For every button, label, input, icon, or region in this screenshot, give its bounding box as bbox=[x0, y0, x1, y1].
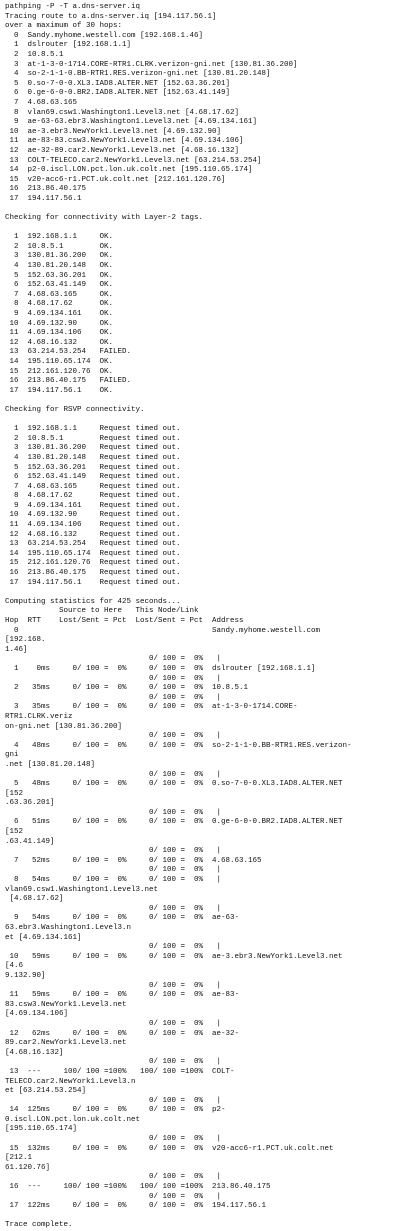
rsvp-line: 10 4.69.132.90 Request timed out. bbox=[5, 511, 181, 520]
layer2-line: 17 194.117.56.1 OK. bbox=[5, 386, 114, 395]
traceroute-line: 12 ae-32-89.car2.NewYork1.Level3.net [4.68.16.132] bbox=[5, 146, 240, 155]
statistics-line: et [4.69.134.161] bbox=[5, 933, 82, 942]
statistics-line: 0/ 100 = 0% | bbox=[5, 732, 222, 741]
traceroute-line: 5 0.so-7-0-0.XL3.IAD8.ALTER.NET [152.63.36.201] bbox=[5, 79, 231, 88]
traceroute-line: 7 4.68.63.165 bbox=[5, 98, 78, 107]
traceroute-line: 17 194.117.56.1 bbox=[5, 194, 82, 203]
rsvp-line: 6 152.63.41.149 Request timed out. bbox=[5, 473, 181, 482]
statistics-line: 0/ 100 = 0% | bbox=[5, 770, 222, 779]
layer2-line: 8 4.68.17.62 OK. bbox=[5, 300, 114, 309]
layer2-line: 14 195.110.65.174 OK. bbox=[5, 357, 114, 366]
statistics-line: 11 59ms 0/ 100 = 0% 0/ 100 = 0% ae-83- bbox=[5, 991, 240, 1000]
statistics-line: 61.120.76] bbox=[5, 1163, 51, 1172]
layer2-line: 15 212.161.120.76 OK. bbox=[5, 367, 114, 376]
statistics-line: 0.iscl.LON.pct.lon.uk.colt.net bbox=[5, 1115, 141, 1124]
statistics-line: 9 54ms 0/ 100 = 0% 0/ 100 = 0% ae-63- bbox=[5, 914, 240, 923]
statistics-line: Trace complete. bbox=[5, 1221, 73, 1230]
traceroute-line: 8 vlan69.csw1.Washington1.Level3.net [4.68.17.62] bbox=[5, 108, 240, 117]
statistics-line: [4.68.17.62] bbox=[5, 895, 64, 904]
statistics-line: Hop RTT Lost/Sent = Pct Lost/Sent = Pct Address bbox=[5, 617, 244, 625]
statistics-line: [4.6 bbox=[5, 962, 24, 971]
traceroute-line: 9 ae-63-63.ebr3.Washington1.Level3.net [4.69.134.161] bbox=[5, 118, 258, 127]
traceroute-line: 13 COLT-TELECO.car2.NewYork1.Level3.net [63.214.53.254] bbox=[5, 156, 262, 165]
traceroute-line: 10 ae-3.ebr3.NewYork1.Level3.net [4.69.132.90] bbox=[5, 127, 222, 136]
traceroute-line: 4 so-2-1-1-0.BB-RTR1.RES.verizon-gni.net [130.81.20.148] bbox=[5, 70, 271, 79]
layer2-line: 10 4.69.132.90 OK. bbox=[5, 319, 114, 328]
statistics-line: 9.132.90] bbox=[5, 971, 46, 980]
statistics-line: 0/ 100 = 0% | bbox=[5, 981, 222, 990]
rsvp-line: 5 152.63.36.201 Request timed out. bbox=[5, 463, 181, 472]
traceroute-line: pathping -P -T a.dns-server.iq bbox=[5, 3, 141, 11]
statistics-line: 89.car2.NewYork1.Level3.net bbox=[5, 1039, 127, 1048]
statistics-line bbox=[5, 1212, 397, 1222]
statistics-line: 0/ 100 = 0% | bbox=[5, 808, 222, 817]
statistics-line: 63.ebr3.Washington1.Level3.n bbox=[5, 924, 132, 932]
statistics-line: TELECO.car2.NewYork1.Level3.n bbox=[5, 1077, 136, 1086]
statistics-line: .63.41.149] bbox=[5, 837, 55, 846]
statistics-line: 2 35ms 0/ 100 = 0% 0/ 100 = 0% 10.8.5.1 bbox=[5, 684, 249, 693]
statistics-line: 0/ 100 = 0% | bbox=[5, 1096, 222, 1105]
statistics-line: [192.168. bbox=[5, 636, 46, 645]
statistics-line: 83.csw3.NewYork1.Level3.net bbox=[5, 1000, 127, 1009]
statistics-line: 13 --- 100/ 100 =100% 100/ 100 =100% COLT- bbox=[5, 1067, 235, 1076]
rsvp-section bbox=[5, 406, 397, 588]
rsvp-line: 13 63.214.53.254 Request timed out. bbox=[5, 540, 181, 549]
statistics-line: [212.1 bbox=[5, 1154, 33, 1163]
statistics-line: 10 59ms 0/ 100 = 0% 0/ 100 = 0% ae-3.ebr3.NewYork1.Level3.net bbox=[5, 952, 343, 961]
statistics-line: .63.36.201] bbox=[5, 799, 55, 808]
statistics-line: 8 54ms 0/ 100 = 0% 0/ 100 = 0% | bbox=[5, 876, 222, 885]
layer2-line: Checking for connectivity with Layer-2 tags. bbox=[5, 214, 204, 223]
statistics-line: [152 bbox=[5, 828, 24, 837]
rsvp-line: 9 4.69.134.161 Request timed out. bbox=[5, 501, 181, 510]
traceroute-line: 0 Sandy.myhome.westell.com [192.168.1.46] bbox=[5, 31, 204, 40]
layer2-line: 1 192.168.1.1 OK. bbox=[5, 233, 114, 242]
layer2-line: 13 63.214.53.254 FAILED. bbox=[5, 348, 132, 357]
statistics-line: [152 bbox=[5, 789, 24, 798]
statistics-line: gni bbox=[5, 751, 19, 760]
layer2-line: 12 4.68.16.132 OK. bbox=[5, 338, 114, 347]
statistics-line: 0/ 100 = 0% | bbox=[5, 847, 222, 856]
traceroute-line: over a maximum of 30 hops: bbox=[5, 22, 123, 31]
rsvp-line: 16 213.86.40.175 Request timed out. bbox=[5, 569, 181, 578]
statistics-line: et [63.214.53.254] bbox=[5, 1087, 87, 1096]
layer2-line: 7 4.68.63.165 OK. bbox=[5, 290, 114, 299]
traceroute-line: 15 v20-acc6-r1.PCT.uk.colt.net [212.161.120.76] bbox=[5, 175, 226, 184]
traceroute-section bbox=[5, 3, 397, 204]
layer2-line: 11 4.69.134.106 OK. bbox=[5, 329, 114, 338]
layer2-line: 3 130.81.36.200 OK. bbox=[5, 252, 114, 261]
rsvp-line: 17 194.117.56.1 Request timed out. bbox=[5, 578, 181, 587]
statistics-line: Source to Here This Node/Link bbox=[5, 607, 199, 616]
layer2-line: 2 10.8.5.1 OK. bbox=[5, 242, 114, 251]
statistics-line: 0/ 100 = 0% | bbox=[5, 1192, 222, 1201]
statistics-line: 4 48ms 0/ 100 = 0% 0/ 100 = 0% so-2-1-1-0.BB-RTR1.RES.verizon- bbox=[5, 741, 352, 750]
traceroute-line: 11 ae-83-83.csw3.NewYork1.Level3.net [4.69.134.106] bbox=[5, 137, 244, 146]
statistics-line: 0/ 100 = 0% | bbox=[5, 1019, 222, 1028]
statistics-line: 12 62ms 0/ 100 = 0% 0/ 100 = 0% ae-32- bbox=[5, 1029, 240, 1038]
layer2-line: 9 4.69.134.161 OK. bbox=[5, 310, 114, 318]
statistics-line: 0/ 100 = 0% | bbox=[5, 1135, 222, 1144]
statistics-line: 0/ 100 = 0% | bbox=[5, 1058, 222, 1067]
rsvp-line: Checking for RSVP connectivity. bbox=[5, 405, 145, 414]
statistics-line: 0/ 100 = 0% | bbox=[5, 943, 222, 952]
rsvp-line: 2 10.8.5.1 Request timed out. bbox=[5, 434, 181, 443]
layer2-line: 5 152.63.36.201 OK. bbox=[5, 271, 114, 280]
rsvp-line: 8 4.68.17.62 Request timed out. bbox=[5, 492, 181, 501]
statistics-line: RTR1.CLRK.veriz bbox=[5, 712, 73, 721]
traceroute-line: Tracing route to a.dns-server.iq [194.117.56.1] bbox=[5, 12, 217, 21]
statistics-line: 0/ 100 = 0% | bbox=[5, 693, 222, 702]
statistics-line: 16 --- 100/ 100 =100% 100/ 100 =100% 213.86.40.175 bbox=[5, 1183, 271, 1192]
statistics-line: vlan69.csw1.Washington1.Level3.net bbox=[5, 885, 159, 894]
rsvp-line: 3 130.81.36.200 Request timed out. bbox=[5, 444, 181, 453]
layer2-line bbox=[5, 224, 397, 234]
rsvp-line: 12 4.68.16.132 Request timed out. bbox=[5, 530, 181, 539]
layer2-line: 4 130.81.20.148 OK. bbox=[5, 262, 114, 271]
statistics-line: 0/ 100 = 0% | bbox=[5, 1173, 222, 1182]
statistics-line: 6 51ms 0/ 100 = 0% 0/ 100 = 0% 0.ge-6-0-0.BR2.IAD8.ALTER.NET bbox=[5, 818, 343, 827]
section-spacer bbox=[5, 204, 397, 214]
layer2-line: 6 152.63.41.149 OK. bbox=[5, 281, 114, 290]
rsvp-line: 1 192.168.1.1 Request timed out. bbox=[5, 425, 181, 434]
statistics-line: 3 35ms 0/ 100 = 0% 0/ 100 = 0% at-1-3-0-1714.CORE- bbox=[5, 703, 298, 712]
statistics-line: 0/ 100 = 0% | bbox=[5, 904, 222, 913]
statistics-line: 0/ 100 = 0% | bbox=[5, 866, 222, 875]
rsvp-line: 11 4.69.134.106 Request timed out. bbox=[5, 521, 181, 530]
rsvp-line: 14 195.110.65.174 Request timed out. bbox=[5, 549, 181, 558]
statistics-line: 17 122ms 0/ 100 = 0% 0/ 100 = 0% 194.117.56.1 bbox=[5, 1202, 267, 1211]
statistics-line: 15 132ms 0/ 100 = 0% 0/ 100 = 0% v20-acc6-r1.PCT.uk.colt.net bbox=[5, 1144, 334, 1153]
rsvp-line: 7 4.68.63.165 Request timed out. bbox=[5, 482, 181, 491]
statistics-line: on-gni.net [130.81.36.200] bbox=[5, 722, 123, 731]
statistics-line: 0/ 100 = 0% | bbox=[5, 655, 222, 664]
statistics-line: 14 125ms 0/ 100 = 0% 0/ 100 = 0% p2- bbox=[5, 1106, 226, 1115]
statistics-line: [195.110.65.174] bbox=[5, 1125, 78, 1134]
layer2-line: 16 213.86.40.175 FAILED. bbox=[5, 377, 132, 386]
traceroute-line: 2 10.8.5.1 bbox=[5, 50, 64, 59]
statistics-line: 7 52ms 0/ 100 = 0% 0/ 100 = 0% 4.68.63.165 bbox=[5, 856, 262, 865]
statistics-section bbox=[5, 598, 397, 1231]
section-spacer bbox=[5, 396, 397, 406]
rsvp-line: 4 130.81.20.148 Request timed out. bbox=[5, 453, 181, 462]
statistics-line: [4.68.16.132] bbox=[5, 1048, 64, 1057]
statistics-line: .net [130.81.20.148] bbox=[5, 760, 96, 769]
rsvp-line bbox=[5, 416, 397, 426]
statistics-line: [4.69.134.106] bbox=[5, 1010, 69, 1019]
traceroute-line: 3 at-1-3-0-1714.CORE-RTR1.CLRK.verizon-gni.net [130.81.36.200] bbox=[5, 60, 298, 69]
section-spacer bbox=[5, 588, 397, 598]
statistics-line: 1 0ms 0/ 100 = 0% 0/ 100 = 0% dslrouter [192.168.1.1] bbox=[5, 664, 316, 673]
traceroute-line: 14 p2-0.iscl.LON.pct.lon.uk.colt.net [195.110.65.174] bbox=[5, 166, 253, 175]
traceroute-line: 6 0.ge-6-0-0.BR2.IAD8.ALTER.NET [152.63.41.149] bbox=[5, 89, 231, 98]
statistics-line: Computing statistics for 425 seconds... bbox=[5, 597, 181, 606]
statistics-line: 5 48ms 0/ 100 = 0% 0/ 100 = 0% 0.so-7-0-0.XL3.IAD8.ALTER.NET bbox=[5, 780, 343, 789]
statistics-line: 1.46] bbox=[5, 645, 28, 654]
statistics-line: 0 Sandy.myhome.westell.com bbox=[5, 626, 321, 635]
traceroute-line: 16 213.86.40.175 bbox=[5, 185, 87, 194]
layer2-section bbox=[5, 214, 397, 396]
rsvp-line: 15 212.161.120.76 Request timed out. bbox=[5, 559, 181, 568]
statistics-line: 0/ 100 = 0% | bbox=[5, 674, 222, 683]
traceroute-line: 1 dslrouter [192.168.1.1] bbox=[5, 41, 132, 50]
